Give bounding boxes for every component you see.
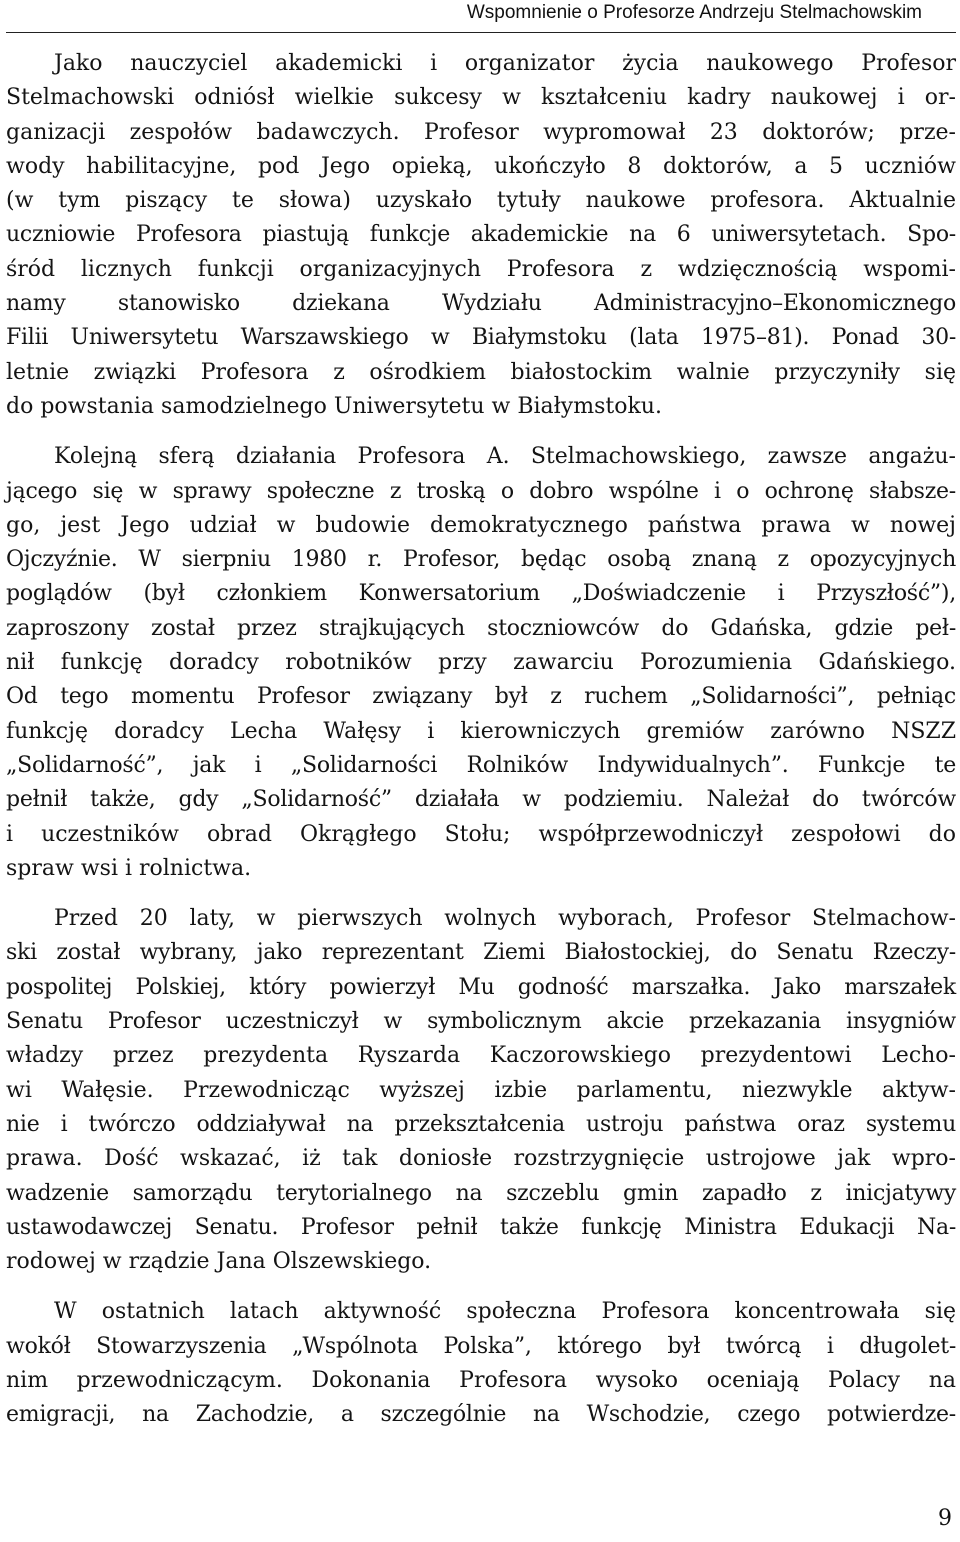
paragraph-3 <box>6 902 956 1279</box>
text-line: pospolitej Polskiej, który powierzył Mu godność marszałka. Jako marszałek <box>6 974 956 1000</box>
text-line: wi Wałęsie. Przewodnicząc wyższej izbie parlamentu, niezwykle aktyw- <box>6 1077 956 1103</box>
text-line: poglądów (był członkiem Konwersatorium „Doświadczenie i Przyszłość”), <box>6 581 956 607</box>
text-line: wody habilitacyjne, pod Jego opieką, ukończyło 8 doktorów, a 5 uczniów <box>6 153 956 179</box>
text-line: Jako nauczyciel akademicki i organizator życia naukowego Profesor <box>54 51 956 76</box>
text-line: wadzenie samorządu terytorialnego na szczeblu gmin zapadło z inicjatywy <box>6 1180 956 1206</box>
text-line: wokół Stowarzyszenia „Wspólnota Polska”, którego był twórcą i długolet- <box>6 1333 956 1359</box>
text-line: Stelmachowski odniósł wielkie sukcesy w kształceniu kadry naukowej i or- <box>6 85 956 111</box>
text-line: Filii Uniwersytetu Warszawskiego w Białymstoku (lata 1975–81). Ponad 30- <box>6 325 956 351</box>
text-line: Przed 20 laty, w pierwszych wolnych wyborach, Profesor Stelmachow- <box>54 906 956 932</box>
text-line: go, jest Jego udział w budowie demokratycznego państwa prawa w nowej <box>6 512 956 538</box>
text-line: pełnił także, gdy „Solidarność” działała w podziemiu. Należał do twórców <box>6 787 956 813</box>
text-line: prawa. Dość wskazać, iż tak doniosłe rozstrzygnięcie ustrojowe jak wpro- <box>6 1146 956 1172</box>
text-line: funkcję doradcy Lecha Wałęsy i kierowniczych gremiów zarówno NSZZ <box>6 718 956 744</box>
text-line: Ojczyźnie. W sierpniu 1980 r. Profesor, będąc osobą znaną z opozycyjnych <box>6 547 956 573</box>
text-line: śród licznych funkcji organizacyjnych Profesora z wdzięcznością wspomi- <box>6 256 956 282</box>
text-line: władzy przez prezydenta Ryszarda Kaczorowskiego prezydentowi Lecho- <box>6 1043 956 1069</box>
article-body <box>6 47 956 1433</box>
text-line: ski został wybrany, jako reprezentant Ziemi Białostockiej, do Senatu Rzeczy- <box>6 940 956 966</box>
text-line: i uczestników obrad Okrągłego Stołu; współprzewodniczył zespołowi do <box>6 821 956 847</box>
text-line: letnie związki Profesora z ośrodkiem białostockim walnie przyczyniły się <box>6 359 956 385</box>
text-line: (w tym piszący te słowa) uzyskało tytuły naukowe profesora. Aktualnie <box>6 188 956 214</box>
paragraph-4 <box>6 1295 956 1432</box>
paragraph-2 <box>6 440 956 886</box>
text-line: spraw wsi i rolnictwa. <box>6 855 252 881</box>
text-line: Od tego momentu Profesor związany był z ruchem „Solidarności”, pełniąc <box>6 684 956 710</box>
text-line: zaproszony został przez strajkujących stoczniowców do Gdańska, gdzie peł- <box>6 615 956 641</box>
page-number: 9 <box>938 1506 952 1531</box>
text-line: Senatu Profesor uczestniczył w symbolicznym akcie przekazania insygniów <box>6 1009 956 1035</box>
text-line: nie i twórczo oddziaływał na przekształcenia ustroju państwa oraz systemu <box>6 1111 956 1137</box>
text-line: nim przewodniczącym. Dokonania Profesora wysoko oceniają Polacy na <box>6 1367 956 1393</box>
text-line: nił funkcję doradcy robotników przy zawarciu Porozumienia Gdańskiego. <box>6 650 956 676</box>
text-line: namy stanowisko dziekana Wydziału Administracyjno–Ekonomicznego <box>6 291 956 317</box>
header-divider <box>6 32 956 33</box>
text-line: ganizacji zespołów badawczych. Profesor wypromował 23 doktorów; prze- <box>6 119 956 145</box>
paragraph-1 <box>6 47 956 424</box>
text-line: rodowej w rządzie Jana Olszewskiego. <box>6 1249 432 1275</box>
running-header-title: Wspomnienie o Profesorze Andrzeju Stelmachowskim <box>466 2 922 23</box>
text-line: emigracji, na Zachodzie, a szczególnie na Wschodzie, czego potwierdze- <box>6 1402 956 1428</box>
text-line: Kolejną sferą działania Profesora A. Stelmachowskiego, zawsze angażu- <box>54 444 956 470</box>
text-line: jącego się w sprawy społeczne z troską o dobro wspólne i o ochronę słabsze- <box>6 478 956 504</box>
text-line: W ostatnich latach aktywność społeczna Profesora koncentrowała się <box>54 1299 956 1325</box>
text-line: do powstania samodzielnego Uniwersytetu w Białymstoku. <box>6 393 662 419</box>
text-line: ustawodawczej Senatu. Profesor pełnił także funkcję Ministra Edukacji Na- <box>6 1214 956 1240</box>
text-line: uczniowie Profesora piastują funkcje akademickie na 6 uniwersytetach. Spo- <box>6 222 956 248</box>
text-line: „Solidarność”, jak i „Solidarności Rolników Indywidualnych”. Funkcje te <box>6 752 956 778</box>
